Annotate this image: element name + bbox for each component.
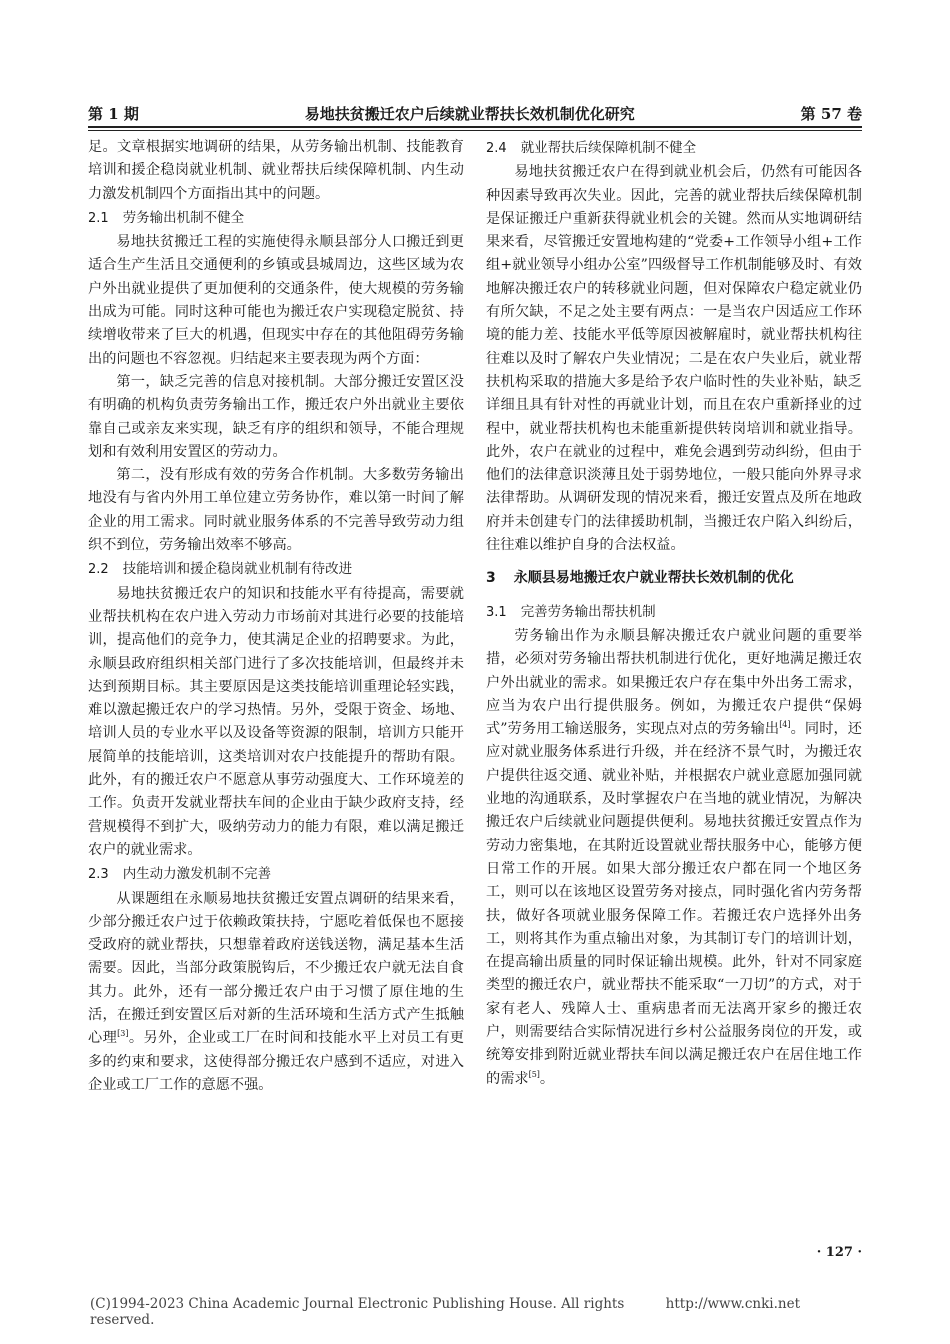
paragraph: 从课题组在永顺易地扶贫搬迁安置点调研的结果来看，少部分搬迁农户过于依赖政策扶持，宁愿吃着低保也不愿接受政府的就业帮扶，只想靠着政府送钱送物，满足基本生活需要。因此，当部分政策脱钩后，不少搬迁农户就无法自食其力。此外，还有一部分搬迁农户由于习惯了原住地的生活，在搬迁到安置区后对新的生活环境和生活方式产生抵触心理[3]。另外，企业或工厂在时间和技能水平上对员工有更多的约束和要求，这使得部分搬迁农户感到不适应，对进入企业或工厂工作的意愿不强。 — [88, 890, 464, 1093]
header-rule-thick — [88, 126, 862, 128]
volume-label: 第 57 卷 — [800, 105, 862, 123]
section-heading-2-2: 2.2 技能培训和援企稳岗就业机制有待改进 — [88, 561, 353, 578]
paragraph: 易地扶贫搬迁农户的知识和技能水平有待提高，需要就业帮扶机构在农户进入劳动力市场前对其进行必要的技能培训，提高他们的竞争力，使其满足企业的招聘要求。为此，永顺县政府组织相关部门进行了多次技能培训，但最终并未达到预期目标。其主要原因是这类技能培训重理论轻实践，难以激起搬迁农户的学习热情。另外，受限于资金、场地、培训人员的专业水平以及设备等资源的限制，培训方只能开展简单的技能培训，这类培训对农户技能提升的帮助有限。此外，有的搬迁农户不愿意从事劳动强度大、工作环境差的工作。负责开发就业帮扶车间的企业由于缺少政府支持，经营规模得不到扩大，吸纳劳动力的能力有限，难以满足搬迁农户的就业需求。 — [88, 585, 464, 858]
section-heading-2-3: 2.3 内生动力激发机制不完善 — [88, 866, 272, 883]
right-column — [486, 136, 862, 1091]
section-heading-2-4: 2.4 就业帮扶后续保障机制不健全 — [486, 140, 697, 156]
article-title: 易地扶贫搬迁农户后续就业帮扶长效机制优化研究 — [304, 105, 635, 123]
citation-ref[interactable]: [5] — [528, 1069, 540, 1079]
issue-label: 第 1 期 — [88, 105, 139, 123]
running-header — [88, 96, 862, 124]
paragraph: 易地扶贫搬迁农户在得到就业机会后，仍然有可能因各种因素导致再次失业。因此，完善的就业帮扶后续保障机制是保证搬迁户重新获得就业机会的关键。然而从实地调研结果来看，尽管搬迁安置地构建的“党委+工作领导小组+工作组+就业领导小组办公室”四级督导工作机制能够及时、有效地解决搬迁农户的转移就业问题，但对保障农户稳定就业仍有所欠缺，不足之处主要有两点：一是当农户因适应工作环境的能力差、技能水平低等原因被解雇时，就业帮扶机构往往难以及时了解农户失业情况；二是在农户失业后，就业帮扶机构采取的措施大多是给予农户临时性的失业补贴，缺乏详细且具有针对性的再就业计划，而且在农户重新择业的过程中，就业帮扶机构也未能重新提供转岗培训和就业指导。此外，农户在就业的过程中，难免会遇到劳动纠纷，但由于他们的法律意识淡薄且处于弱势地位，一般只能向外界寻求法律帮助。从调研发现的情况来看，搬迁安置点及所在地政府并未创建专门的法律援助机制，当搬迁农户陷入纠纷后，往往难以维护自身的合法权益。 — [486, 164, 862, 554]
paragraph: 易地扶贫搬迁工程的实施使得永顺县部分人口搬迁到更适合生产生活且交通便利的乡镇或县城周边，这些区域为农户外出就业提供了更加便利的交通条件，使大规模的劳务输出成为可能。同时这种可能也为搬迁农户实现稳定脱贫、持续增收带来了巨大的机遇，但现实中存在的其他阻碍劳务输出的问题也不容忽视。归结起来主要表现为两个方面： — [88, 234, 464, 367]
citation-ref[interactable]: [4] — [779, 720, 791, 730]
paragraph: 劳务输出作为永顺县解决搬迁农户就业问题的重要举措，必须对劳务输出帮扶机制进行优化，更好地满足搬迁农户外出就业的需求。如果搬迁农户存在集中外出务工需求，应当为农户出行提供服务。例如，为搬迁农户提供“保姆式”劳务用工输送服务，实现点对点的劳务输出[4]。同时，还应对就业服务体系进行升级，并在经济不景气时，为搬迁农户提供往返交通、就业补贴，并根据农户就业意愿加强同就业地的沟通联系，及时掌握农户在当地的就业情况，为解决搬迁农户后续就业问题提供便利。易地扶贫搬迁安置点作为劳动力密集地，在其附近设置就业帮扶服务中心，能够方便日常工作的开展。如果大部分搬迁农户都在同一个地区务工，则可以在该地区设置劳务对接点，同时强化省内劳务帮扶，做好各项就业服务保障工作。若搬迁农户选择外出务工，则将其作为重点输出对象，为其制订专门的培训计划，在提高输出质量的同时保证输出规模。此外，针对不同家庭类型的搬迁农户，就业帮扶不能采取“一刀切”的方式，对于家有老人、残障人士、重病患者而无法离开家乡的搬迁农户，则需要结合实际情况进行乡村公益服务岗位的开发，或统筹安排到附近就业帮扶车间以满足搬迁农户在居住地工作的需求[5]。 — [486, 627, 862, 1087]
page-number: · 127 · — [816, 1245, 862, 1260]
copyright-text: (C)1994-2023 China Academic Journal Electronic Publishing House. All rights reserved. — [90, 1296, 625, 1328]
footer-url[interactable]: http://www.cnki.net — [665, 1296, 800, 1312]
footer — [90, 1296, 800, 1328]
header-rule-thin — [88, 130, 862, 131]
citation-ref[interactable]: [3] — [117, 1029, 129, 1039]
section-heading-3-1: 3.1 完善劳务输出帮扶机制 — [486, 603, 656, 620]
section-heading-2-1: 2.1 劳务输出机制不健全 — [88, 209, 245, 226]
section-heading-3: 3 永顺县易地搬迁农户就业帮扶长效机制的优化 — [486, 570, 794, 587]
left-column — [88, 136, 464, 1097]
paragraph: 第一，缺乏完善的信息对接机制。大部分搬迁安置区没有明确的机构负责劳务输出工作，搬迁农户外出就业主要依靠自己或亲友来实现，缺乏有序的组织和领导，不能合理规划和有效利用安置区的劳动力。 — [88, 373, 464, 460]
paragraph: 足。文章根据实地调研的结果，从劳务输出机制、技能教育培训和援企稳岗就业机制、就业帮扶后续保障机制、内生动力激发机制四个方面指出其中的问题。 — [88, 139, 464, 202]
paragraph: 第二，没有形成有效的劳务合作机制。大多数劳务输出地没有与省内外用工单位建立劳务协作，难以第一时间了解企业的用工需求。同时就业服务体系的不完善导致劳动力组织不到位，劳务输出效率不够高。 — [88, 467, 464, 554]
